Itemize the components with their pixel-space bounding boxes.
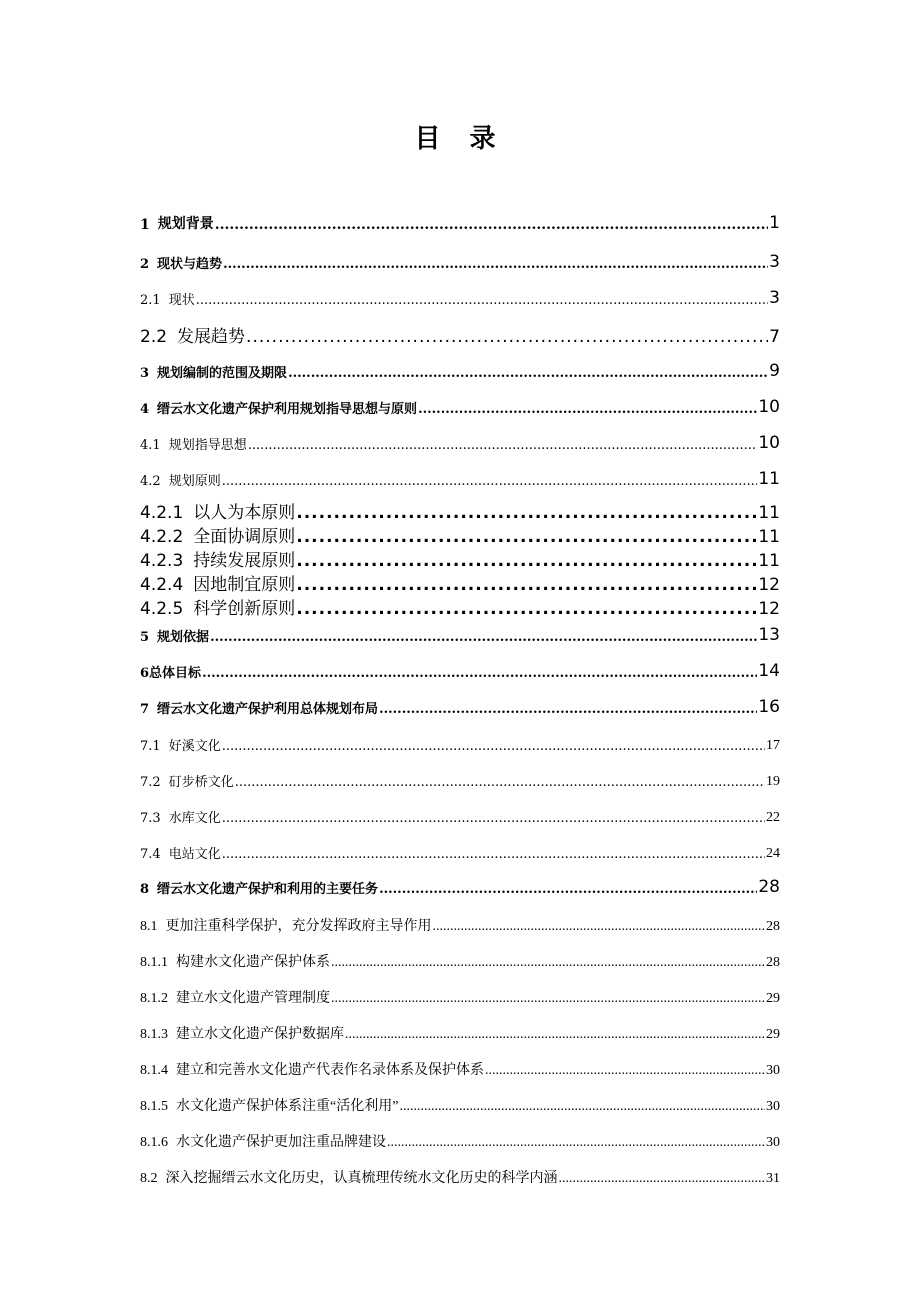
toc-entry-8-1[interactable] — [140, 915, 780, 935]
toc-page: 28 — [766, 919, 780, 934]
toc-number: 4.1 — [140, 438, 161, 453]
toc-title: 持续发展原则 — [193, 551, 296, 571]
toc-number: 2.1 — [140, 293, 161, 308]
dot-leader — [345, 1027, 765, 1043]
toc-page: 12 — [758, 599, 780, 619]
toc-number: 4.2.2 — [140, 527, 184, 547]
toc-entry-4-2-4[interactable] — [140, 570, 780, 595]
toc-number: 4.2.3 — [140, 551, 184, 571]
dot-leader — [222, 474, 758, 489]
toc-title: 深入挖掘缙云水文化历史，认真梳理传统水文化历史的科学内涵 — [165, 1171, 558, 1186]
toc-title: 缙云水文化遗产保护利用规划指导思想与原则 — [157, 402, 418, 417]
toc-title: 规划原则 — [168, 474, 221, 489]
toc-title: 水库文化 — [168, 811, 221, 826]
toc-page: 13 — [758, 625, 780, 645]
toc-page: 30 — [766, 1135, 780, 1150]
toc-entry-8-1-6[interactable] — [140, 1131, 780, 1151]
dot-leader — [196, 293, 768, 308]
toc-number: 8.2 — [140, 1171, 158, 1186]
toc-title: 以人为本原则 — [193, 503, 296, 523]
toc-number: 4 — [140, 402, 150, 417]
toc-title: 现状 — [168, 293, 195, 308]
toc-title: 全面协调原则 — [193, 527, 296, 547]
dot-leader — [485, 1063, 765, 1079]
toc-title: 矴步桥文化 — [168, 775, 234, 790]
dot-leader — [215, 217, 768, 233]
toc-number: 6 — [140, 666, 150, 681]
toc-entry-8-2[interactable] — [140, 1167, 780, 1187]
toc-page: 31 — [766, 1171, 780, 1186]
toc-page: 11 — [758, 527, 780, 547]
toc-title: 规划背景 — [157, 216, 214, 232]
toc-number: 7.4 — [140, 847, 161, 862]
toc-page: 3 — [769, 288, 780, 308]
toc-number: 2 — [140, 257, 150, 272]
toc-title: 水文化遗产保护体系注重“活化利用” — [176, 1099, 399, 1114]
dot-leader — [559, 1171, 766, 1187]
dot-leader — [296, 527, 757, 547]
toc-number: 8.1.1 — [140, 955, 168, 970]
page-title: 目 录 — [414, 124, 506, 154]
toc-number: 7.1 — [140, 739, 161, 754]
dot-leader — [399, 1099, 765, 1115]
dot-leader — [222, 739, 765, 754]
toc-page: 10 — [758, 433, 780, 453]
toc-title: 科学创新原则 — [193, 599, 296, 619]
toc-title: 水文化遗产保护更加注重品牌建设 — [176, 1135, 386, 1150]
dot-leader — [202, 666, 757, 681]
dot-leader — [248, 438, 758, 453]
toc-number: 1 — [140, 217, 150, 233]
toc-page: 29 — [766, 1027, 780, 1042]
toc-entry-4[interactable] — [140, 397, 780, 417]
toc-page: 30 — [766, 1063, 780, 1078]
toc-number: 8.1.4 — [140, 1063, 168, 1078]
toc-entry-8-1-2[interactable] — [140, 987, 780, 1007]
toc-entry-4-1[interactable] — [140, 433, 780, 453]
toc-entry-2[interactable] — [140, 252, 780, 272]
toc-title: 建立和完善水文化遗产代表作名录体系及保护体系 — [176, 1063, 484, 1078]
dot-leader — [296, 575, 757, 595]
toc-entry-5[interactable] — [140, 625, 780, 645]
dot-leader — [235, 775, 765, 790]
toc-entry-8-1-3[interactable] — [140, 1023, 780, 1043]
toc-page: 28 — [766, 955, 780, 970]
toc-entry-8-1-4[interactable] — [140, 1059, 780, 1079]
dot-leader — [296, 551, 757, 571]
toc-entry-4-2-3[interactable] — [140, 546, 780, 571]
toc-number: 4.2.1 — [140, 503, 184, 523]
toc-title: 现状与趋势 — [157, 257, 223, 272]
toc-title: 更加注重科学保护，充分发挥政府主导作用 — [165, 919, 432, 934]
toc-title: 规划依据 — [157, 630, 210, 645]
toc-page: 24 — [766, 846, 780, 861]
toc-entry-7-3[interactable] — [140, 807, 780, 826]
toc-number: 7.3 — [140, 811, 161, 826]
toc-number: 4.2.4 — [140, 575, 184, 595]
toc-entry-8[interactable] — [140, 877, 780, 897]
toc-title: 建立水文化遗产保护数据库 — [176, 1027, 344, 1042]
toc-entry-3[interactable] — [140, 361, 780, 381]
toc-number: 7.2 — [140, 775, 161, 790]
toc-page: 1 — [769, 213, 780, 233]
toc-entry-7[interactable] — [140, 697, 780, 717]
toc-title: 好溪文化 — [168, 739, 221, 754]
toc-number: 7 — [140, 702, 150, 717]
toc-entry-2-2[interactable] — [140, 322, 780, 347]
toc-page: 28 — [758, 877, 780, 897]
toc-entry-4-2[interactable] — [140, 469, 780, 489]
toc-title: 建立水文化遗产管理制度 — [176, 991, 330, 1006]
toc-entry-2-1[interactable] — [140, 288, 780, 308]
toc-page: 10 — [758, 397, 780, 417]
toc-page: 17 — [766, 738, 780, 753]
toc-number: 8.1 — [140, 919, 158, 934]
dot-leader — [246, 327, 768, 347]
toc-entry-7-2[interactable] — [140, 771, 780, 790]
dot-leader — [222, 811, 765, 826]
toc-number: 3 — [140, 366, 150, 381]
toc-entry-6[interactable] — [140, 661, 780, 681]
toc-entry-7-4[interactable] — [140, 843, 780, 862]
toc-page: 22 — [766, 810, 780, 825]
dot-leader — [331, 991, 765, 1007]
toc-title: 发展趋势 — [177, 327, 246, 347]
dot-leader — [387, 1135, 765, 1151]
dot-leader — [223, 257, 768, 272]
toc-entry-1[interactable] — [140, 213, 780, 233]
toc-title: 缙云水文化遗产保护利用总体规划布局 — [157, 702, 379, 717]
dot-leader — [379, 882, 757, 897]
toc-entry-4-2-5[interactable] — [140, 594, 780, 619]
dot-leader — [418, 402, 757, 417]
toc-title: 因地制宜原则 — [193, 575, 296, 595]
toc-number: 8.1.3 — [140, 1027, 168, 1042]
toc-page: 12 — [758, 575, 780, 595]
toc-page: 29 — [766, 991, 780, 1006]
toc-title: 总体目标 — [149, 666, 202, 681]
dot-leader — [296, 599, 757, 619]
toc-number: 2.2 — [140, 327, 168, 347]
toc-number: 4.2.5 — [140, 599, 184, 619]
toc-number: 5 — [140, 630, 150, 645]
dot-leader — [433, 919, 766, 935]
toc-number: 8.1.5 — [140, 1099, 168, 1114]
dot-leader — [296, 503, 757, 523]
toc-page: 11 — [758, 551, 780, 571]
toc-title: 规划编制的范围及期限 — [157, 366, 288, 381]
dot-leader — [222, 847, 765, 862]
toc-title: 构建水文化遗产保护体系 — [176, 955, 330, 970]
toc-page: 16 — [758, 697, 780, 717]
toc-number: 4.2 — [140, 474, 161, 489]
toc-page: 7 — [769, 327, 780, 347]
toc-number: 8.1.6 — [140, 1135, 168, 1150]
toc-page: 9 — [769, 361, 780, 381]
toc-entry-7-1[interactable] — [140, 735, 780, 754]
dot-leader — [210, 630, 757, 645]
dot-leader — [288, 366, 768, 381]
dot-leader — [379, 702, 757, 717]
toc-title: 电站文化 — [168, 847, 221, 862]
dot-leader — [331, 955, 765, 971]
toc-number: 8 — [140, 882, 150, 897]
toc-page: 11 — [758, 503, 780, 523]
toc-entry-8-1-5[interactable] — [140, 1095, 780, 1115]
toc-page: 30 — [766, 1099, 780, 1114]
toc-page: 3 — [769, 252, 780, 272]
toc-page: 19 — [766, 774, 780, 789]
toc-number: 8.1.2 — [140, 991, 168, 1006]
toc-title: 规划指导思想 — [168, 438, 247, 453]
toc-page: 14 — [758, 661, 780, 681]
toc-entry-8-1-1[interactable] — [140, 951, 780, 971]
toc-entry-4-2-2[interactable] — [140, 522, 780, 547]
toc-page: 11 — [758, 469, 780, 489]
toc-entry-4-2-1[interactable] — [140, 498, 780, 523]
toc-title: 缙云水文化遗产保护和利用的主要任务 — [157, 882, 379, 897]
